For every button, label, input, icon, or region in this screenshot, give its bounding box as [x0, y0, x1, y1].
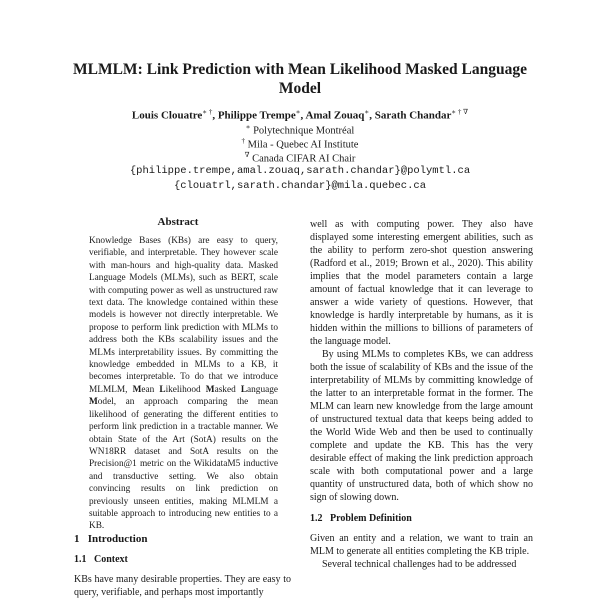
acronym-rest: asked [214, 384, 241, 395]
author-name: Sarath Chandar [374, 109, 452, 122]
acronym-letter: L [159, 384, 166, 395]
affiliation-mark: ∗ [245, 123, 251, 131]
author-list: Louis Clouatre∗ †, Philippe Trempe∗, Amal Zouaq∗, Sarath Chandar∗ † ∇ [131, 108, 469, 122]
abstract-heading: Abstract [157, 216, 199, 228]
affiliation-name: Canada CIFAR AI Chair [252, 153, 356, 165]
subsection-number: 1.2 [310, 513, 323, 524]
body-paragraph: By using MLMs to completes KBs, we can address both the issue of scalability of KBs and the issue of the interpretability of MLMs by committing knowledge of the latter to an interpretable format in the former. The MLM can learn new knowledge from the large amount of unstructured textual data that keeps being added to the World Wide Web and then be used to continually complete and update the KB. This has the very desirable effect of making the link prediction approach scale with both computational power and a large quantity of unstructured data, both of which show no sign of slowing down. [310, 349, 533, 503]
affiliation-name: Polytechnique Montréal [253, 125, 355, 137]
subsection-heading [310, 512, 533, 525]
subsection-title: Context [94, 554, 128, 565]
abstract-text: an approach comparing the mean likelihood of generating the different entities to perform link prediction in a tractable manner. We obtain State of the Art (SotA) results on the WN18RR dataset and SotA results on the Precision@1 metric on the WikidataM5 inductive and transductive setting. We also obtain convincing results on link prediction on previously unseen entities, making MLMLM a suitable approach to introducing new entities to a KB. [89, 397, 278, 532]
email-line: {philippe.trempe,amal.zouaq,sarath.chandar}@polymtl.ca [129, 165, 471, 177]
affiliation-mark: ∇ [244, 151, 250, 159]
paper-title: MLMLM: Link Prediction with Mean Likelihood Masked Language Model [73, 61, 527, 97]
author-marks: ∗ † ∇ [451, 108, 469, 116]
section-heading [74, 533, 147, 545]
abstract-body [89, 235, 278, 533]
body-paragraph: Several technical challenges had to be addressed [322, 559, 517, 570]
subsection-title: Problem Definition [330, 513, 412, 524]
acronym-rest: anguage [247, 384, 279, 395]
body-paragraph: well as with computing power. They also have displayed some interesting emergent abilities, such as the ability to perform zero-shot question answering (Radford et al., 2019; Brown et al., 2020). This ability implies that the model parameters contain a large amount of factual knowledge that it can leverage to answer a wide variety of questions. However, that knowledge is hardly interpretable by humans, as it is hidden within the millions to billions of parameters of the language model. [310, 219, 533, 347]
body-paragraph: Given an entity and a relation, we want to train an MLM to generate all entities completing the KB triple. [310, 533, 533, 557]
acronym-letter: M [89, 397, 98, 408]
acronym-rest: ean [141, 384, 160, 395]
abstract-text: Knowledge Bases (KBs) are easy to query, verifiable, and interpretable. They however scale with man-hours and high-quality data. Masked Language Models (MLMs), such as BERT, scale with computing power as well as unstructured raw text data. The knowledge contained within these models is however not directly interpretable. We propose to perform link prediction with MLMs to address both the KBs scalability issues and the MLMs interpretability issues. By committing the knowledge embedded in MLMs to a KB, it becomes interpretable. To do that we introduce MLMLM, [89, 236, 278, 395]
affiliation-name: Mila - Quebec AI Institute [247, 139, 359, 151]
right-column [310, 218, 533, 571]
body-paragraph: KBs have many desirable properties. They are easy to query, verifiable, and perhaps most importantly [74, 574, 291, 598]
subsection-heading [74, 554, 128, 565]
author-name: Amal Zouaq [305, 109, 365, 122]
acronym-letter: M [132, 384, 142, 395]
section-title: Introduction [87, 533, 148, 545]
affiliation-mark: † [241, 137, 246, 145]
acronym-rest: odel, [97, 397, 117, 408]
author-marks: ∗ [364, 108, 370, 116]
author-marks: ∗ [295, 108, 301, 116]
email-line: {clouatrl,sarath.chandar}@mila.quebec.ca [173, 180, 427, 192]
author-name: Philippe Trempe [217, 109, 296, 122]
acronym-rest: ikelihood [165, 384, 206, 395]
acronym-letter: L [240, 384, 248, 395]
subsection-number: 1.1 [74, 554, 87, 565]
author-name: Louis Clouatre [131, 109, 203, 122]
author-marks: ∗ † [202, 108, 213, 116]
section-number: 1 [74, 533, 80, 545]
acronym-letter: M [205, 384, 215, 395]
